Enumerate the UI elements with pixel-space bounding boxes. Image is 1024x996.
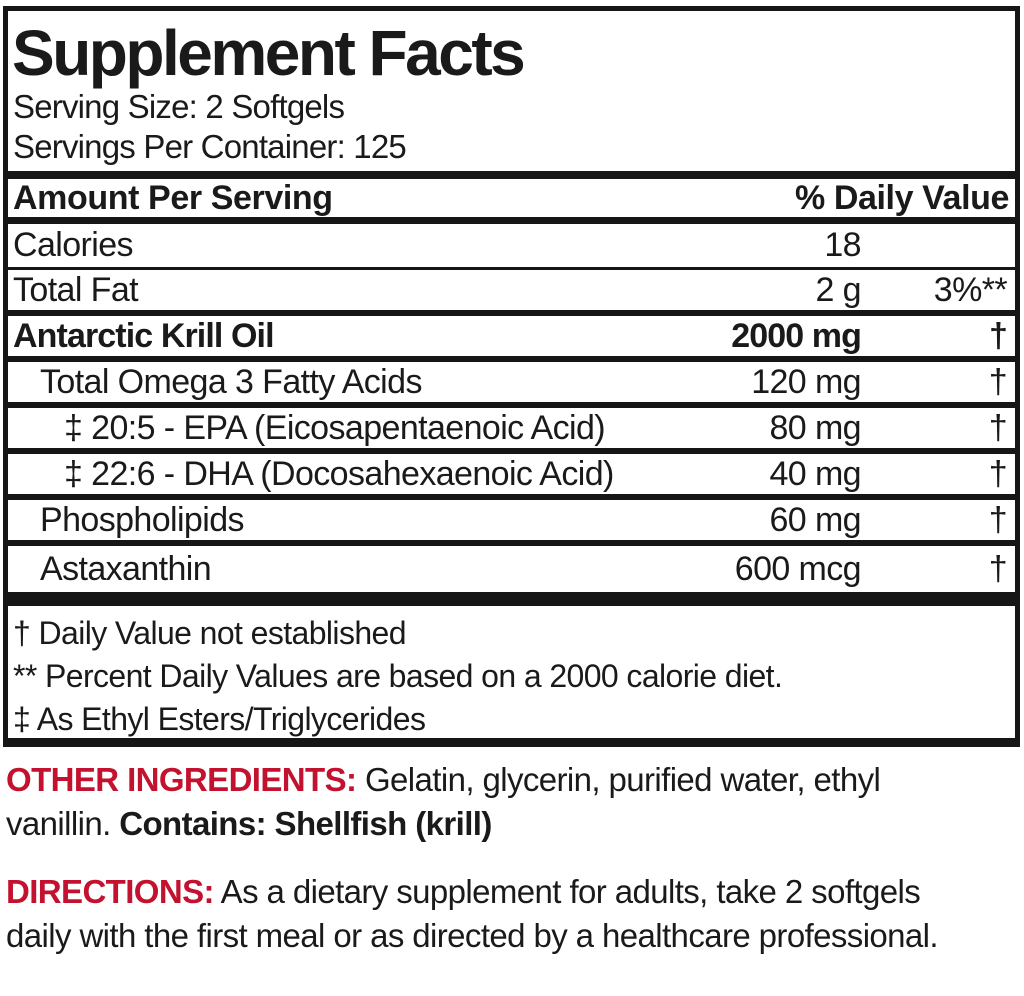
- row-amount: 2 g: [815, 270, 861, 309]
- label-lower-text: [6, 758, 966, 982]
- table-row-phospholipids: [8, 500, 1015, 546]
- row-daily-value: †: [988, 408, 1007, 447]
- row-name: Antarctic Krill Oil: [13, 316, 274, 355]
- row-amount: 2000 mg: [731, 316, 861, 355]
- column-header-amount: Amount Per Serving: [13, 178, 333, 217]
- row-name: Total Omega 3 Fatty Acids: [40, 362, 422, 401]
- divider-bar-thick: [8, 592, 1015, 606]
- row-amount: 40 mg: [769, 454, 861, 493]
- table-row-calories: [8, 224, 1015, 270]
- row-amount: 80 mg: [769, 408, 861, 447]
- row-name: Phospholipids: [40, 500, 244, 539]
- row-amount: 60 mg: [769, 500, 861, 539]
- table-header-row: [8, 179, 1015, 224]
- footnote-percent-dv: ** Percent Daily Values are based on a 2000 calorie diet.: [13, 658, 783, 694]
- supplement-facts-panel: [3, 6, 1020, 747]
- row-name: Astaxanthin: [40, 549, 212, 588]
- row-name: Total Fat: [13, 270, 138, 309]
- row-amount: 18: [824, 226, 861, 264]
- servings-per-container: Servings Per Container: 125: [13, 128, 406, 165]
- row-daily-value: †: [988, 316, 1007, 355]
- directions-text: As a dietary supplement for adults, take 2 softgels daily with the first meal or as directed by a healthcare professional.: [6, 873, 938, 954]
- table-row-antarctic-krill-oil: [8, 316, 1015, 362]
- serving-size: Serving Size: 2 Softgels: [13, 88, 345, 125]
- footnotes: [8, 606, 1015, 741]
- table-row-epa: [8, 408, 1015, 454]
- column-header-daily-value: % Daily Value: [794, 178, 1009, 217]
- table-row-astaxanthin: [8, 546, 1015, 592]
- table-row-dha: [8, 454, 1015, 500]
- row-daily-value: 3%**: [933, 270, 1007, 309]
- directions-paragraph: [6, 870, 966, 958]
- row-daily-value: †: [988, 500, 1007, 539]
- other-ingredients-label: OTHER INGREDIENTS:: [6, 761, 357, 798]
- other-ingredients-text: Gelatin, glycerin, purified water, ethyl vanillin.: [6, 761, 881, 842]
- table-row-total-fat: [8, 270, 1015, 316]
- table-row-total-omega-3: [8, 362, 1015, 408]
- row-daily-value: †: [988, 549, 1007, 588]
- row-name: ‡ 20:5 - EPA (Eicosapentaenoic Acid): [64, 408, 605, 447]
- row-name: ‡ 22:6 - DHA (Docosahexaenoic Acid): [64, 454, 614, 493]
- directions-label: DIRECTIONS:: [6, 873, 214, 910]
- contains-statement: Contains: Shellfish (krill): [119, 805, 492, 842]
- row-amount: 120 mg: [751, 362, 861, 401]
- row-amount: 600 mcg: [734, 549, 861, 588]
- row-daily-value: †: [988, 362, 1007, 401]
- row-name: Calories: [13, 226, 133, 264]
- other-ingredients-paragraph: [6, 758, 966, 846]
- footnote-daily-value: † Daily Value not established: [13, 615, 406, 651]
- footnote-ethyl-esters: ‡ As Ethyl Esters/Triglycerides: [13, 701, 426, 737]
- panel-title: Supplement Facts: [12, 17, 524, 89]
- row-daily-value: †: [988, 454, 1007, 493]
